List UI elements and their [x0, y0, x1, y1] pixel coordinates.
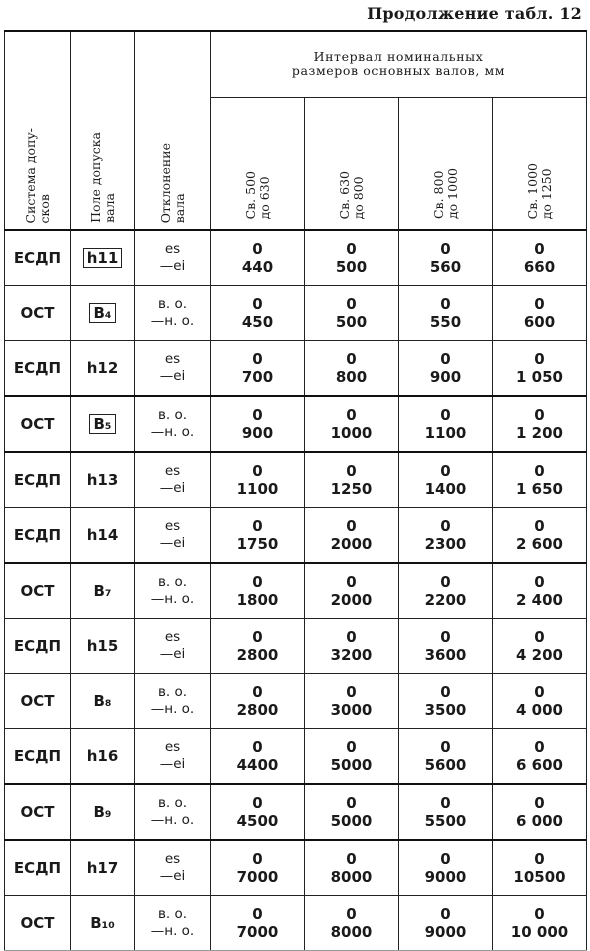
value-upper: 0 [534, 573, 545, 591]
deviation-lower: —н. о. [150, 701, 195, 717]
cell-value [399, 563, 493, 619]
cell-value [211, 286, 305, 341]
value-lower: 3200 [330, 646, 373, 664]
value-upper: 0 [252, 573, 263, 591]
value-lower: 3600 [424, 646, 467, 664]
value-lower: 1250 [330, 480, 373, 498]
header-interval-2: Св. 630 до 800 [305, 97, 399, 230]
cell-value [399, 674, 493, 729]
cell-value [399, 508, 493, 564]
deviation-lower: —н. о. [150, 591, 195, 607]
cell-value [305, 896, 399, 951]
cell-deviation [135, 674, 211, 729]
field-label: h16 [86, 747, 119, 765]
cell-field [71, 840, 135, 896]
value-upper: 0 [534, 794, 545, 812]
cell-deviation [135, 784, 211, 840]
value-upper: 0 [346, 517, 357, 535]
cell-value [399, 341, 493, 397]
table-row [5, 619, 587, 674]
cell-value [493, 452, 587, 508]
value-lower: 1400 [424, 480, 467, 498]
cell-value [399, 729, 493, 785]
value-lower: 1 650 [516, 480, 563, 498]
value-lower: 700 [241, 368, 274, 386]
deviation-lower: —ei [159, 480, 186, 496]
value-upper: 0 [534, 406, 545, 424]
field-label: h12 [86, 359, 119, 377]
cell-deviation [135, 230, 211, 286]
cell-system: ОСТ [5, 286, 71, 341]
value-lower: 8000 [330, 923, 373, 941]
value-lower: 5000 [330, 812, 373, 830]
value-upper: 0 [252, 683, 263, 701]
value-lower: 5600 [424, 756, 467, 774]
value-lower: 900 [429, 368, 462, 386]
cell-field [71, 729, 135, 785]
cell-value [211, 341, 305, 397]
cell-value [211, 729, 305, 785]
value-upper: 0 [252, 295, 263, 313]
value-upper: 0 [534, 683, 545, 701]
value-lower: 900 [241, 424, 274, 442]
value-lower: 450 [241, 313, 274, 331]
cell-value [493, 619, 587, 674]
value-upper: 0 [252, 517, 263, 535]
deviation-lower: —ei [159, 756, 186, 772]
value-lower: 2200 [424, 591, 467, 609]
deviation-upper: es [164, 241, 181, 257]
value-lower: 10 000 [510, 923, 569, 941]
value-lower: 1 050 [516, 368, 563, 386]
value-upper: 0 [346, 850, 357, 868]
header-system: Система допу- сков [5, 31, 71, 230]
deviation-upper: в. о. [157, 906, 188, 922]
value-upper: 0 [534, 350, 545, 368]
table-caption: Продолжение табл. 12 [367, 4, 582, 23]
value-lower: 800 [335, 368, 368, 386]
cell-value [211, 674, 305, 729]
deviation-upper: es [164, 351, 181, 367]
value-lower: 3000 [330, 701, 373, 719]
cell-system: ЕСДП [5, 230, 71, 286]
value-upper: 0 [440, 683, 451, 701]
deviation-upper: в. о. [157, 574, 188, 590]
table-row [5, 896, 587, 951]
deviation-upper: es [164, 518, 181, 534]
cell-value [211, 452, 305, 508]
value-lower: 2000 [330, 591, 373, 609]
value-lower: 4400 [236, 756, 279, 774]
cell-value [493, 840, 587, 896]
field-label: h14 [86, 526, 119, 544]
deviation-lower: —ei [159, 258, 186, 274]
cell-value [399, 452, 493, 508]
cell-deviation [135, 563, 211, 619]
value-lower: 1800 [236, 591, 279, 609]
cell-value [305, 619, 399, 674]
value-upper: 0 [252, 350, 263, 368]
value-upper: 0 [440, 406, 451, 424]
cell-value [211, 896, 305, 951]
cell-system: ОСТ [5, 396, 71, 452]
table-row [5, 341, 587, 397]
value-upper: 0 [346, 573, 357, 591]
cell-value [305, 452, 399, 508]
value-upper: 0 [534, 462, 545, 480]
cell-value [211, 230, 305, 286]
cell-field [71, 230, 135, 286]
table-row [5, 230, 587, 286]
value-upper: 0 [534, 517, 545, 535]
cell-system: ЕСДП [5, 452, 71, 508]
cell-field [71, 341, 135, 397]
value-lower: 2300 [424, 535, 467, 553]
cell-value [305, 840, 399, 896]
field-label: h17 [86, 859, 119, 877]
table-row [5, 674, 587, 729]
deviation-lower: —ei [159, 646, 186, 662]
cell-field [71, 674, 135, 729]
value-upper: 0 [252, 406, 263, 424]
cell-value [399, 286, 493, 341]
value-upper: 0 [252, 628, 263, 646]
cell-deviation [135, 729, 211, 785]
value-upper: 0 [440, 738, 451, 756]
cell-deviation [135, 396, 211, 452]
deviation-lower: —н. о. [150, 923, 195, 939]
value-upper: 0 [252, 240, 263, 258]
header-interval-group: Интервал номинальных размеров основных валов, мм [211, 31, 587, 97]
cell-value [305, 341, 399, 397]
cell-value [493, 563, 587, 619]
cell-value [305, 674, 399, 729]
value-upper: 0 [534, 850, 545, 868]
value-upper: 0 [440, 573, 451, 591]
value-lower: 660 [523, 258, 556, 276]
cell-deviation [135, 896, 211, 951]
cell-value [305, 508, 399, 564]
table-row [5, 286, 587, 341]
cell-field [71, 563, 135, 619]
value-upper: 0 [440, 628, 451, 646]
value-lower: 1100 [236, 480, 279, 498]
value-lower: 550 [429, 313, 462, 331]
header-interval-3: Св. 800 до 1000 [399, 97, 493, 230]
cell-value [493, 341, 587, 397]
cell-deviation [135, 286, 211, 341]
cell-field [71, 784, 135, 840]
cell-value [305, 784, 399, 840]
deviation-upper: в. о. [157, 684, 188, 700]
cell-value [211, 563, 305, 619]
deviation-lower: —н. о. [150, 424, 195, 440]
deviation-upper: es [164, 739, 181, 755]
value-lower: 9000 [424, 868, 467, 886]
cell-system: ЕСДП [5, 840, 71, 896]
value-lower: 1 200 [516, 424, 563, 442]
cell-field [71, 896, 135, 951]
table-row [5, 563, 587, 619]
field-label: В₅ [89, 414, 115, 434]
cell-system: ЕСДП [5, 341, 71, 397]
value-lower: 4 000 [516, 701, 563, 719]
cell-deviation [135, 840, 211, 896]
cell-field [71, 396, 135, 452]
cell-field [71, 286, 135, 341]
value-upper: 0 [440, 295, 451, 313]
value-lower: 560 [429, 258, 462, 276]
value-upper: 0 [440, 905, 451, 923]
value-upper: 0 [534, 905, 545, 923]
cell-value [399, 619, 493, 674]
value-lower: 1750 [236, 535, 279, 553]
cell-system: ЕСДП [5, 508, 71, 564]
field-label: В₄ [89, 303, 115, 323]
cell-deviation [135, 341, 211, 397]
table-row [5, 452, 587, 508]
value-upper: 0 [440, 350, 451, 368]
cell-value [399, 784, 493, 840]
value-upper: 0 [440, 794, 451, 812]
cell-system: ЕСДП [5, 619, 71, 674]
value-lower: 7000 [236, 868, 279, 886]
cell-value [399, 840, 493, 896]
value-lower: 4500 [236, 812, 279, 830]
value-lower: 6 000 [516, 812, 563, 830]
value-upper: 0 [534, 295, 545, 313]
deviation-upper: es [164, 629, 181, 645]
value-lower: 9000 [424, 923, 467, 941]
header-field: Поле допуска вала [71, 31, 135, 230]
cell-value [493, 396, 587, 452]
value-lower: 500 [335, 258, 368, 276]
value-upper: 0 [346, 406, 357, 424]
value-upper: 0 [346, 295, 357, 313]
value-lower: 3500 [424, 701, 467, 719]
value-upper: 0 [252, 794, 263, 812]
table-row [5, 508, 587, 564]
value-lower: 5500 [424, 812, 467, 830]
cell-value [211, 784, 305, 840]
field-label: В₁₀ [90, 914, 115, 932]
deviation-upper: es [164, 851, 181, 867]
cell-value [211, 508, 305, 564]
value-lower: 6 600 [516, 756, 563, 774]
deviation-upper: в. о. [157, 296, 188, 312]
field-label: В₈ [93, 692, 112, 710]
table-body [5, 230, 587, 951]
cell-value [305, 729, 399, 785]
field-label: h13 [86, 471, 119, 489]
deviation-upper: es [164, 463, 181, 479]
value-lower: 600 [523, 313, 556, 331]
deviation-lower: —ei [159, 368, 186, 384]
deviation-lower: —н. о. [150, 313, 195, 329]
cell-value [305, 563, 399, 619]
cell-value [305, 396, 399, 452]
value-lower: 7000 [236, 923, 279, 941]
value-upper: 0 [534, 628, 545, 646]
header-deviation: Отклонение вала [135, 31, 211, 230]
deviation-lower: —ei [159, 868, 186, 884]
value-lower: 2000 [330, 535, 373, 553]
value-upper: 0 [440, 240, 451, 258]
deviation-lower: —ei [159, 535, 186, 551]
cell-value [493, 784, 587, 840]
cell-value [493, 896, 587, 951]
header-interval-4: Св. 1000 до 1250 [493, 97, 587, 230]
cell-value [493, 674, 587, 729]
cell-value [493, 729, 587, 785]
deviation-upper: в. о. [157, 795, 188, 811]
table-row [5, 784, 587, 840]
value-upper: 0 [346, 905, 357, 923]
value-upper: 0 [534, 738, 545, 756]
cell-value [399, 396, 493, 452]
field-label: В₉ [93, 803, 112, 821]
value-upper: 0 [252, 905, 263, 923]
value-lower: 2800 [236, 646, 279, 664]
cell-value [305, 286, 399, 341]
table-row [5, 840, 587, 896]
table-row [5, 396, 587, 452]
value-lower: 5000 [330, 756, 373, 774]
cell-field [71, 508, 135, 564]
cell-field [71, 619, 135, 674]
value-upper: 0 [252, 738, 263, 756]
cell-deviation [135, 619, 211, 674]
value-upper: 0 [440, 517, 451, 535]
field-label: h15 [86, 637, 119, 655]
cell-value [493, 508, 587, 564]
value-upper: 0 [252, 850, 263, 868]
value-upper: 0 [440, 462, 451, 480]
cell-value [493, 286, 587, 341]
cell-value [211, 619, 305, 674]
cell-system: ОСТ [5, 784, 71, 840]
value-lower: 2 600 [516, 535, 563, 553]
value-lower: 440 [241, 258, 274, 276]
value-lower: 8000 [330, 868, 373, 886]
table-row [5, 729, 587, 785]
cell-value [211, 396, 305, 452]
cell-value [399, 896, 493, 951]
header-interval-1: Св. 500 до 630 [211, 97, 305, 230]
cell-system: ОСТ [5, 674, 71, 729]
cell-deviation [135, 508, 211, 564]
value-upper: 0 [346, 240, 357, 258]
cell-system: ЕСДП [5, 729, 71, 785]
value-upper: 0 [346, 628, 357, 646]
value-upper: 0 [440, 850, 451, 868]
value-lower: 2800 [236, 701, 279, 719]
value-lower: 2 400 [516, 591, 563, 609]
cell-deviation [135, 452, 211, 508]
value-upper: 0 [346, 462, 357, 480]
value-upper: 0 [346, 738, 357, 756]
cell-value [211, 840, 305, 896]
deviation-lower: —н. о. [150, 812, 195, 828]
field-label: В₇ [93, 582, 112, 600]
deviation-upper: в. о. [157, 407, 188, 423]
value-lower: 1000 [330, 424, 373, 442]
cell-system: ОСТ [5, 896, 71, 951]
value-upper: 0 [346, 350, 357, 368]
value-upper: 0 [534, 240, 545, 258]
cell-value [399, 230, 493, 286]
tolerance-table [4, 30, 587, 951]
value-lower: 500 [335, 313, 368, 331]
cell-value [305, 230, 399, 286]
value-lower: 1100 [424, 424, 467, 442]
value-upper: 0 [346, 683, 357, 701]
value-lower: 4 200 [516, 646, 563, 664]
value-upper: 0 [346, 794, 357, 812]
field-label: h11 [83, 248, 123, 268]
cell-system: ОСТ [5, 563, 71, 619]
value-upper: 0 [252, 462, 263, 480]
cell-value [493, 230, 587, 286]
cell-field [71, 452, 135, 508]
value-lower: 10500 [513, 868, 566, 886]
